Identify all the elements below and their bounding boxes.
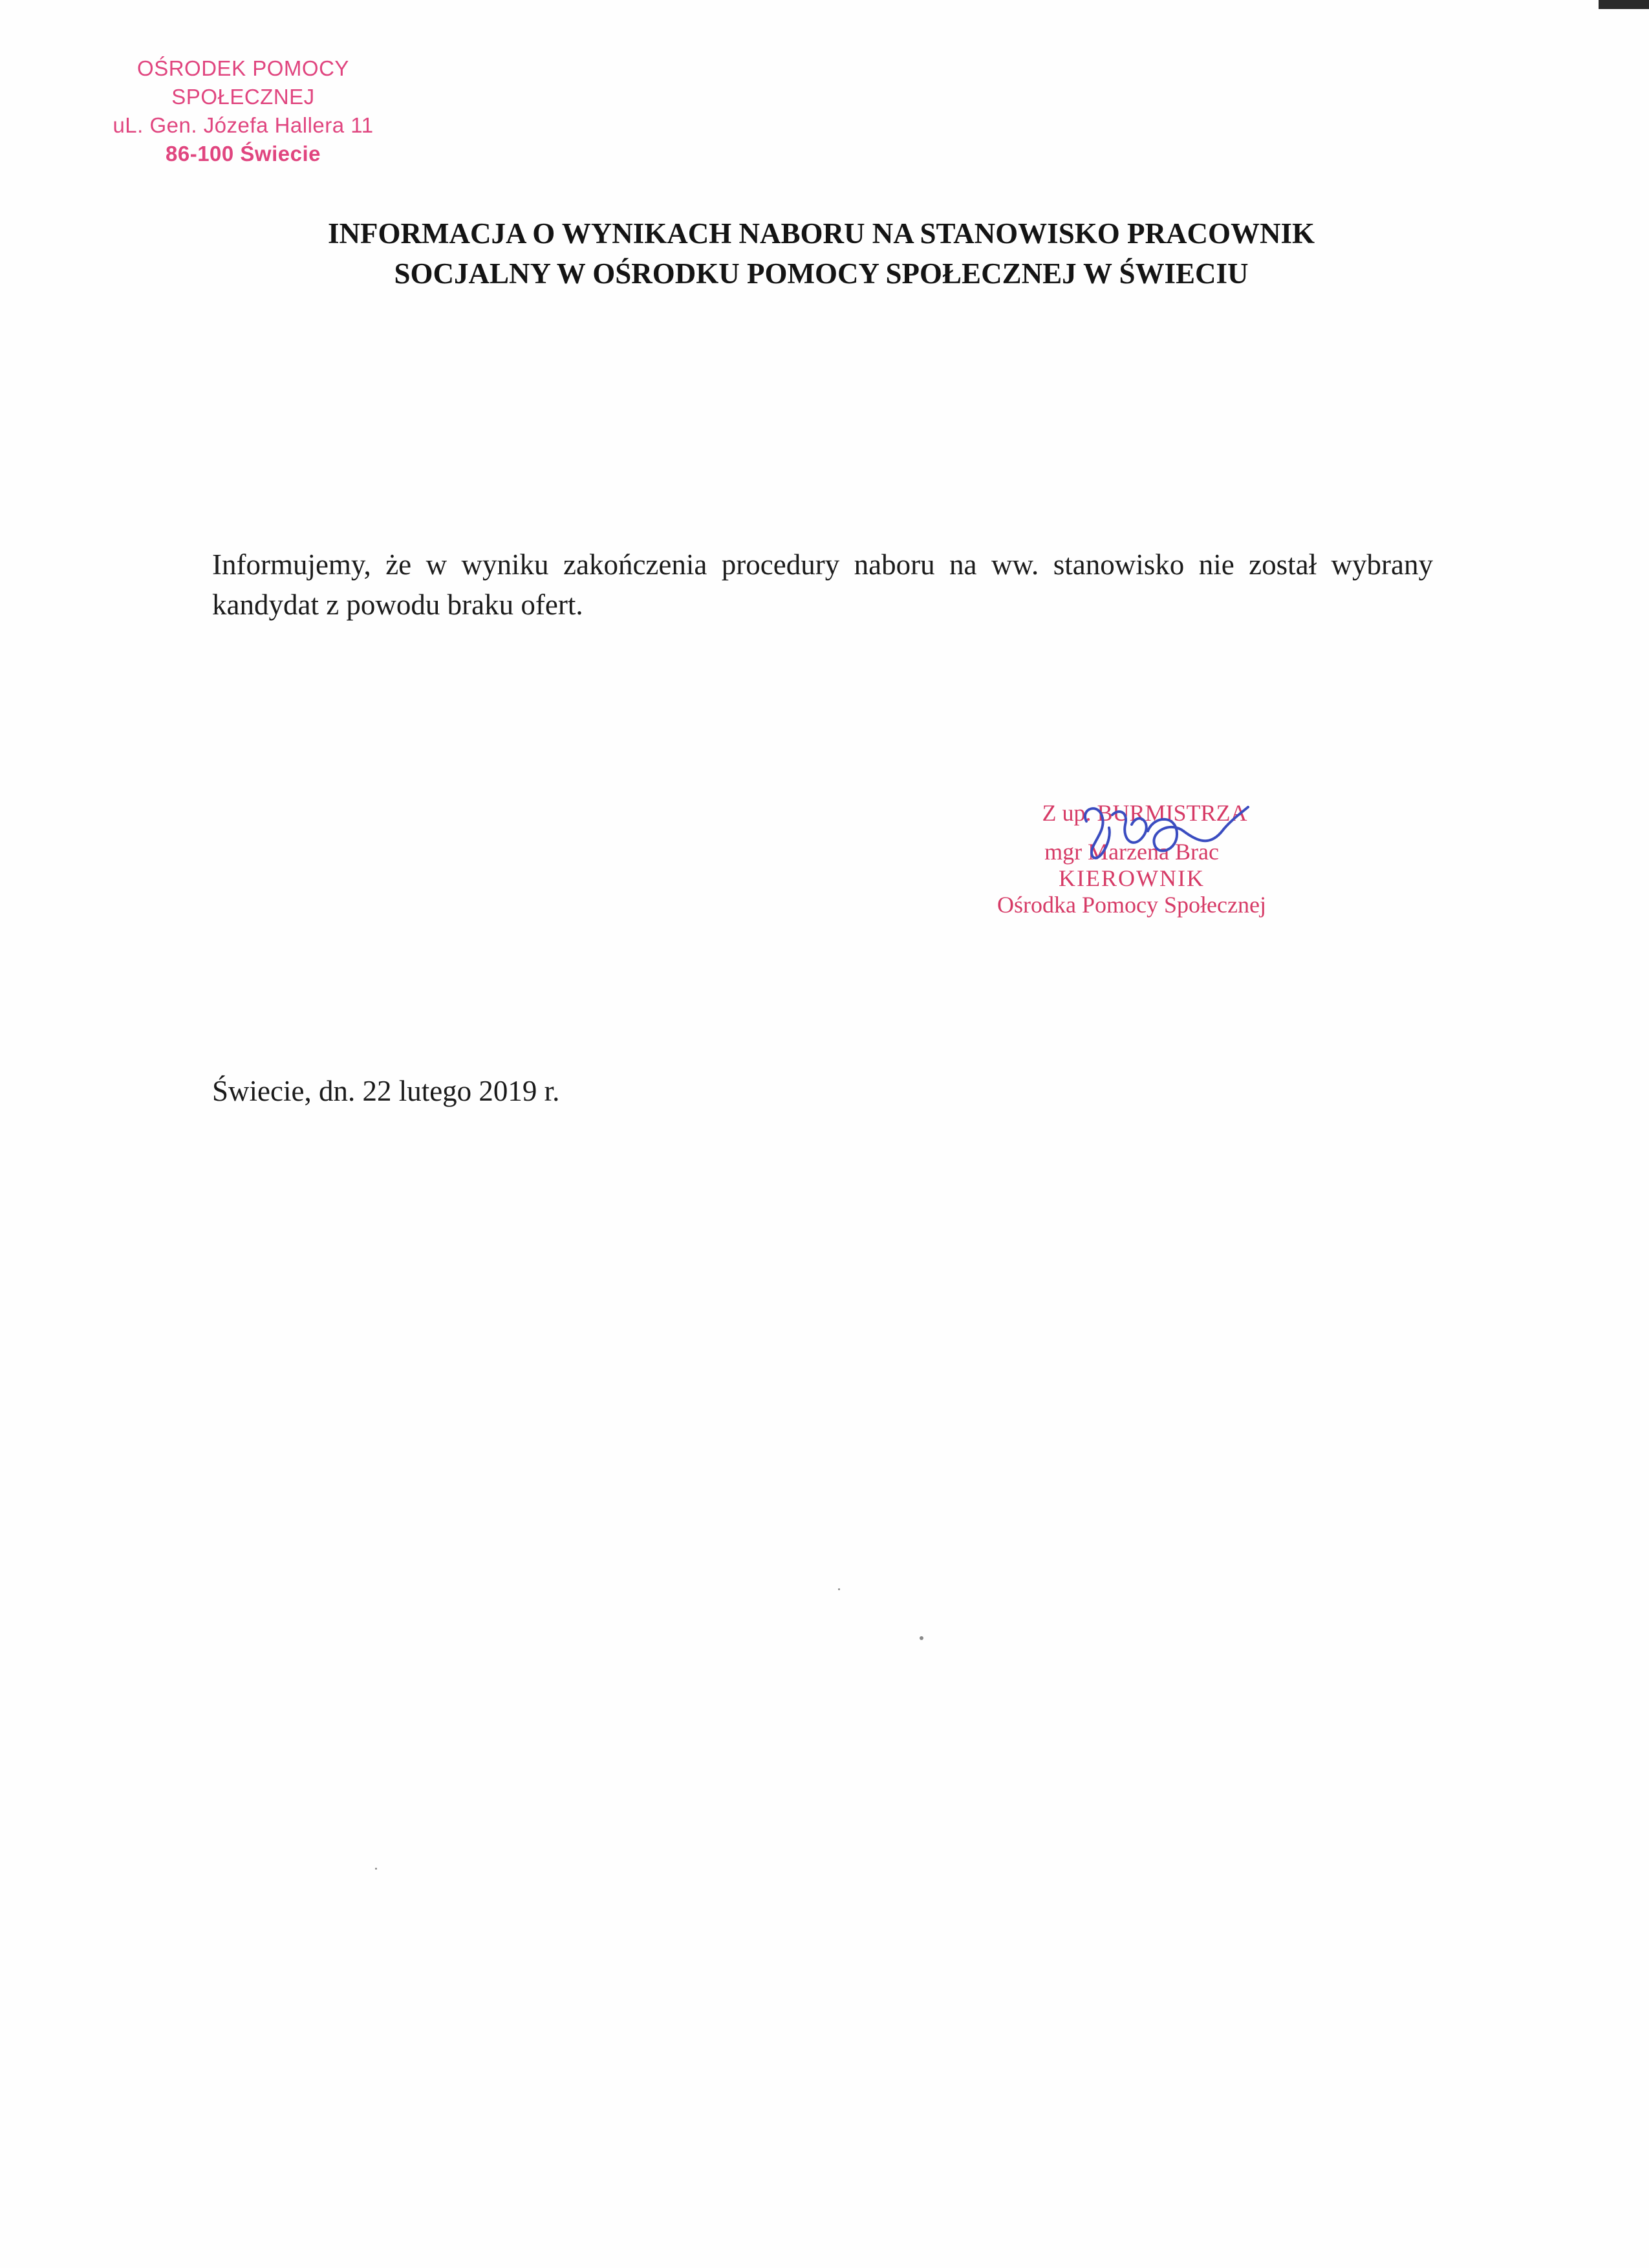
stamp-postal-city: 86-100 Świecie: [166, 142, 321, 166]
handwritten-signature: [1073, 795, 1261, 873]
body-paragraph: Informujemy, że w wyniku zakończenia procedury naboru na ww. stanowisko nie został wybrany kandydat z powodu braku ofert.: [212, 548, 1433, 621]
stamp-institution-name: OŚRODEK POMOCY SPOŁECZNEJ: [137, 56, 349, 109]
scan-speck: [838, 1588, 840, 1590]
stamp-street-address: uL. Gen. Józefa Hallera 11: [113, 113, 374, 137]
scan-speck: [920, 1636, 923, 1640]
scan-speck: [375, 1868, 377, 1870]
stamp-on-behalf-line: Z up. BURMISTRZA: [1042, 800, 1247, 826]
document-title: [194, 213, 1449, 294]
title-line-2: SOCJALNY W OŚRODKU POMOCY SPOŁECZNEJ W ŚWIECIU: [394, 257, 1249, 290]
stamp-signatory-name: mgr Marzena Brac: [1044, 839, 1219, 865]
stamp-department: Ośrodka Pomocy Społecznej: [997, 892, 1266, 918]
stamp-position: KIEROWNIK: [1059, 865, 1205, 891]
scan-edge-mark: [1599, 0, 1649, 9]
title-line-1: INFORMACJA O WYNIKACH NABORU NA STANOWISKO PRACOWNIK: [328, 217, 1315, 250]
document-date: Świecie, dn. 22 lutego 2019 r.: [212, 1075, 560, 1107]
address-stamp: [88, 54, 398, 168]
